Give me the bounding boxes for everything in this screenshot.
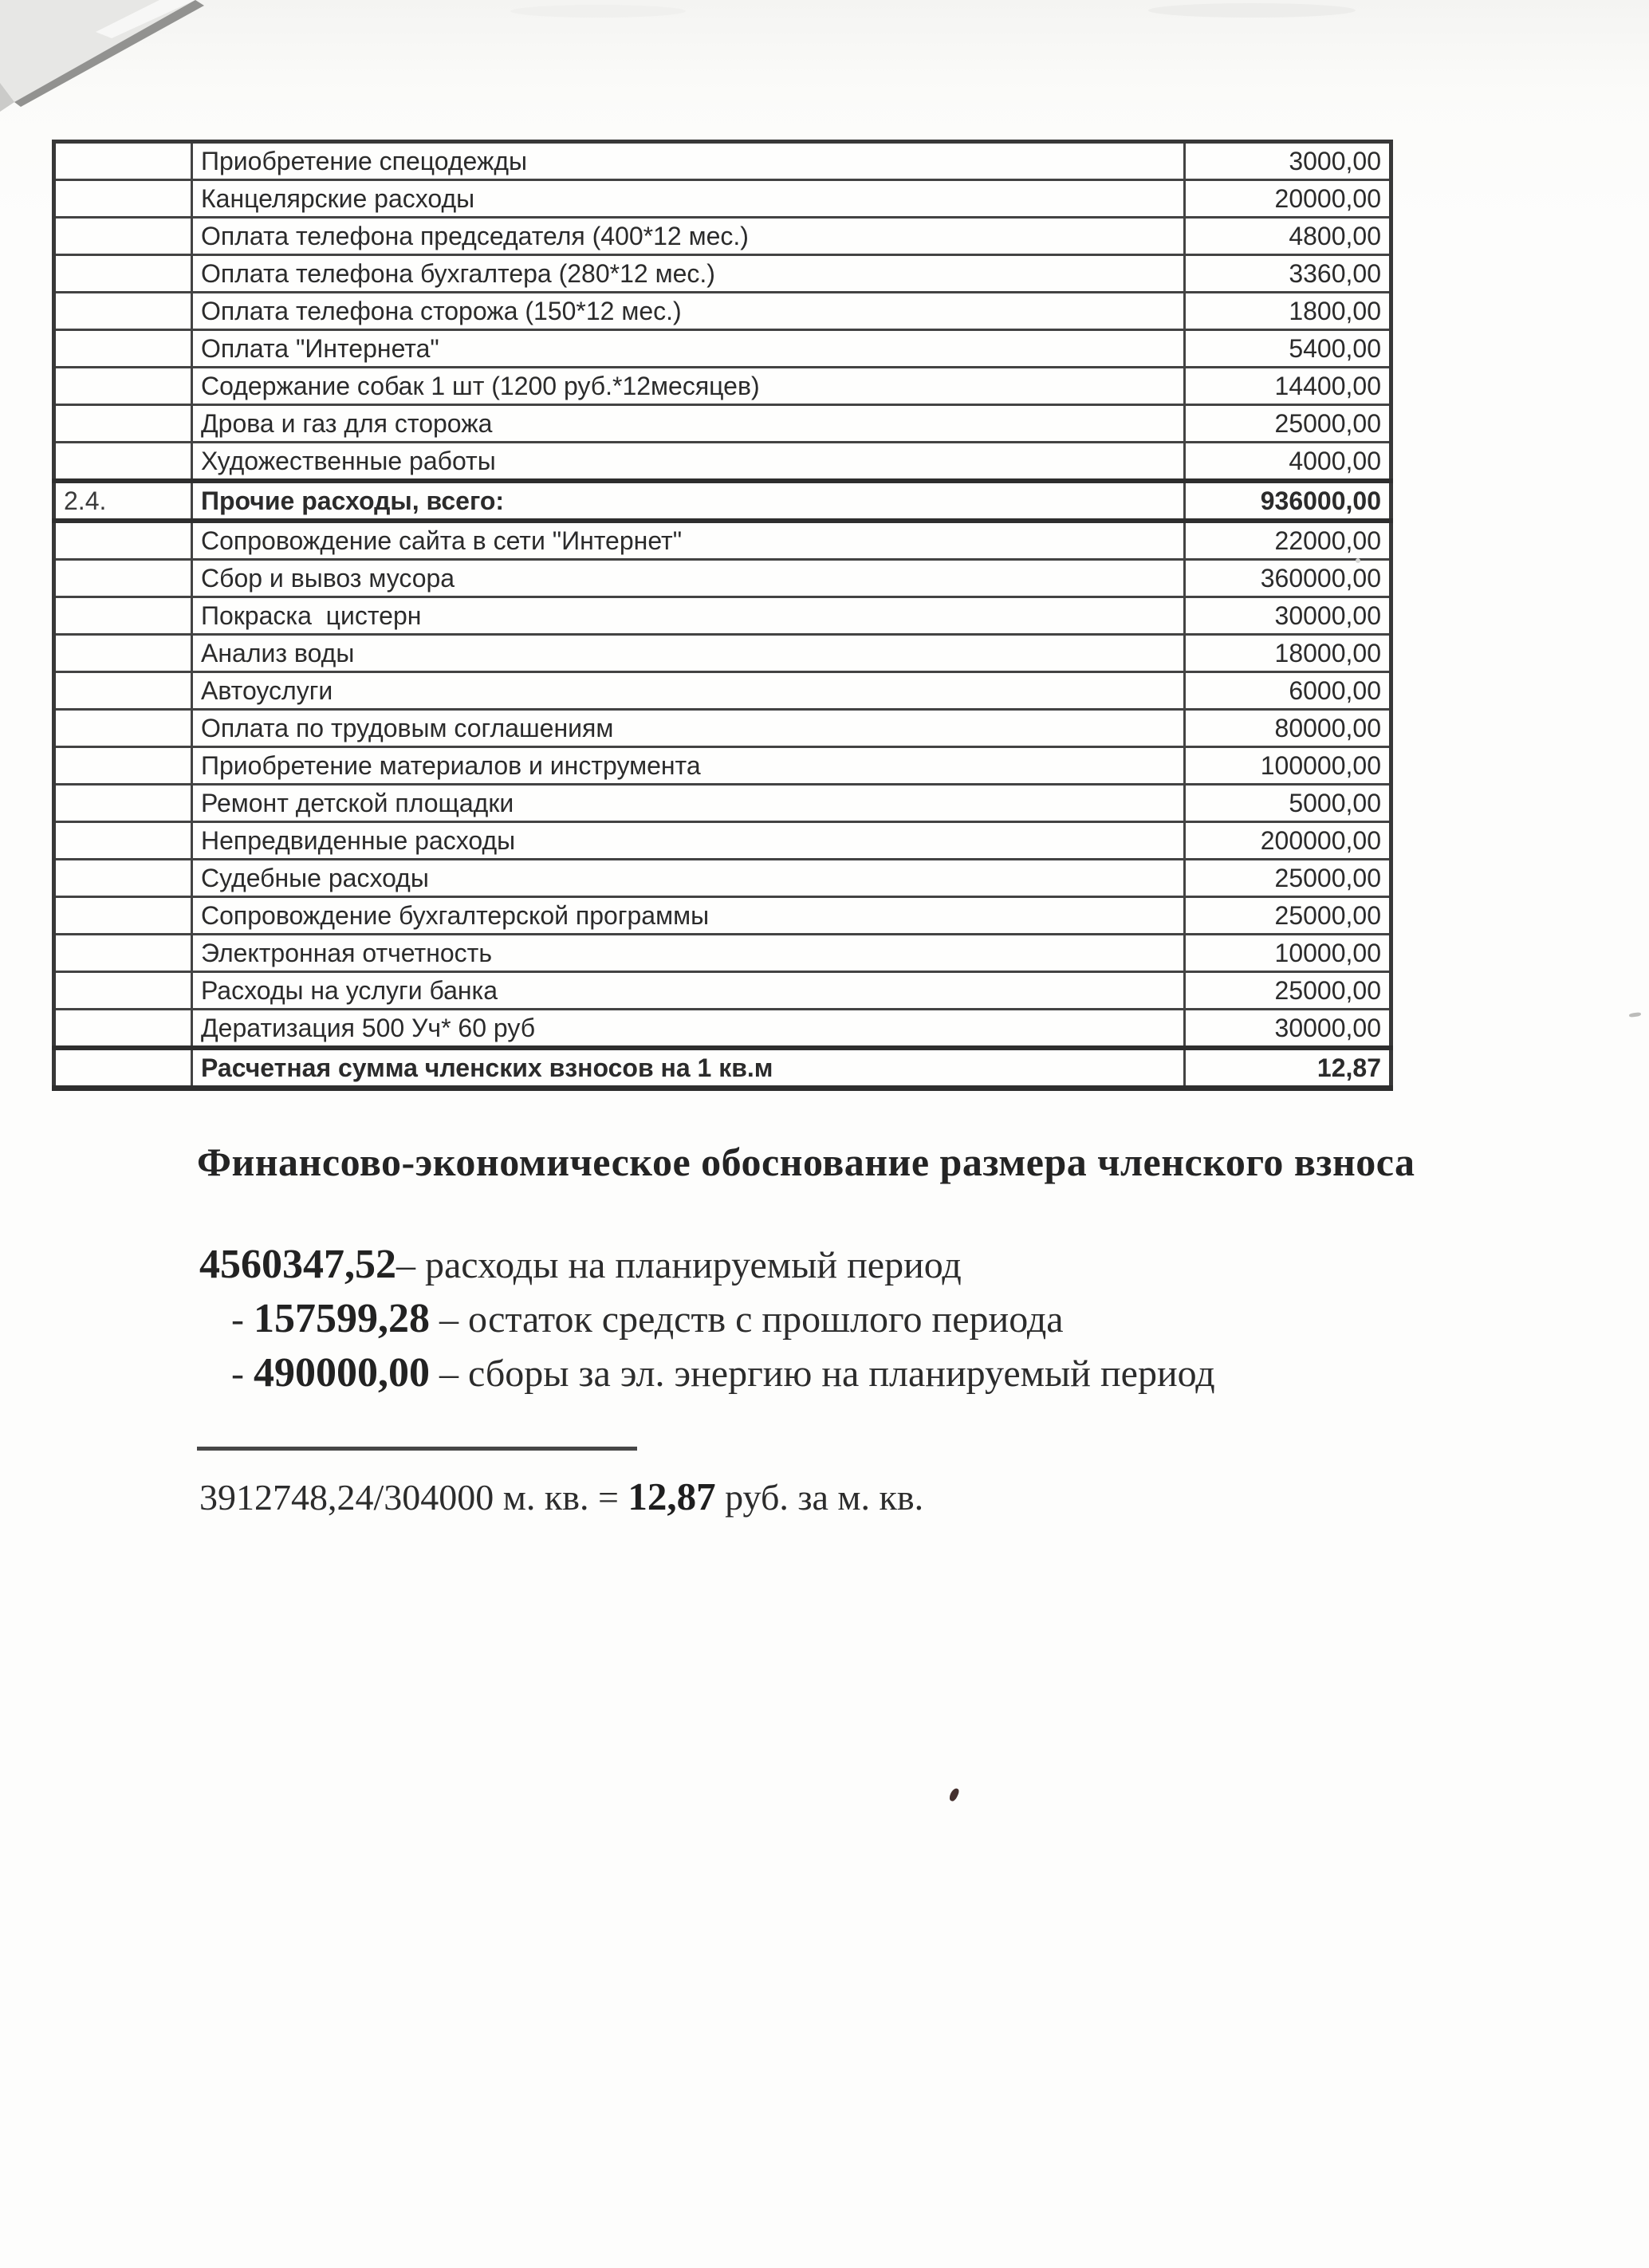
cell-label: Оплата телефона сторожа (150*12 мес.)	[192, 293, 1185, 330]
table-row	[54, 672, 1391, 710]
cell-num	[54, 180, 192, 218]
expense-table-body	[54, 142, 1391, 1089]
cell-num	[54, 142, 192, 180]
table-row	[54, 481, 1391, 521]
cell-value: 14400,00	[1185, 368, 1391, 405]
cell-label: Покраска цистерн	[192, 597, 1185, 635]
cell-label: Оплата телефона бухгалтера (280*12 мес.)	[192, 255, 1185, 293]
cell-num	[54, 1048, 192, 1089]
cell-label: Оплата телефона председателя (400*12 мес.)	[192, 218, 1185, 255]
cell-value: 20000,00	[1185, 180, 1391, 218]
formula-left: 3912748,24/304000 м. кв. =	[199, 1477, 628, 1518]
table-row	[54, 1048, 1391, 1089]
cell-value: 25000,00	[1185, 897, 1391, 935]
cell-num	[54, 597, 192, 635]
cell-label: Содержание собак 1 шт (1200 руб.*12месяцев)	[192, 368, 1185, 405]
scan-speck	[948, 1787, 960, 1802]
table-row	[54, 860, 1391, 897]
cell-num	[54, 935, 192, 972]
cell-value: 18000,00	[1185, 635, 1391, 672]
cell-num: 2.4.	[54, 481, 192, 521]
cell-num	[54, 635, 192, 672]
cell-num	[54, 1010, 192, 1049]
line-amount: 490000,00	[253, 1350, 430, 1396]
cell-num	[54, 672, 192, 710]
cell-num	[54, 255, 192, 293]
line-prefix: -	[231, 1353, 254, 1395]
cell-value: 5400,00	[1185, 330, 1391, 368]
cell-value: 360000,00	[1185, 560, 1391, 597]
table-row	[54, 747, 1391, 785]
cell-num	[54, 822, 192, 860]
cell-value: 5000,00	[1185, 785, 1391, 822]
cell-label: Дрова и газ для сторожа	[192, 405, 1185, 443]
cell-value: 25000,00	[1185, 860, 1391, 897]
table-row	[54, 785, 1391, 822]
table-row	[54, 330, 1391, 368]
calculation-line	[231, 1350, 1215, 1396]
line-description: – расходы на планируемый период	[396, 1244, 962, 1286]
formula-line	[199, 1474, 923, 1519]
cell-label: Автоуслуги	[192, 672, 1185, 710]
cell-label: Сопровождение сайта в сети "Интернет"	[192, 521, 1185, 560]
table-row	[54, 368, 1391, 405]
cell-label: Дератизация 500 Уч* 60 руб	[192, 1010, 1185, 1049]
cell-num	[54, 330, 192, 368]
table-row	[54, 935, 1391, 972]
cell-num	[54, 368, 192, 405]
sum-divider-line	[197, 1447, 637, 1451]
scan-smudge	[510, 5, 686, 18]
calculation-lines	[199, 1244, 1215, 1407]
table-row	[54, 142, 1391, 180]
cell-num	[54, 218, 192, 255]
formula-result: 12,87	[628, 1475, 716, 1518]
cell-label: Электронная отчетность	[192, 935, 1185, 972]
cell-value: 100000,00	[1185, 747, 1391, 785]
cell-label: Непредвиденные расходы	[192, 822, 1185, 860]
table-row	[54, 218, 1391, 255]
cell-num	[54, 860, 192, 897]
cell-value: 30000,00	[1185, 597, 1391, 635]
cell-num	[54, 972, 192, 1010]
table-row	[54, 710, 1391, 747]
cell-value: 30000,00	[1185, 1010, 1391, 1049]
table-row	[54, 405, 1391, 443]
cell-num	[54, 785, 192, 822]
cell-num	[54, 747, 192, 785]
table-row	[54, 597, 1391, 635]
cell-value: 3360,00	[1185, 255, 1391, 293]
scan-speck	[1356, 558, 1360, 563]
calculation-line	[199, 1244, 1215, 1286]
table-row	[54, 521, 1391, 560]
line-description: – остаток средств с прошлого периода	[429, 1298, 1064, 1341]
cell-label: Сбор и вывоз мусора	[192, 560, 1185, 597]
cell-value: 22000,00	[1185, 521, 1391, 560]
table-row	[54, 822, 1391, 860]
table-row	[54, 180, 1391, 218]
cell-num	[54, 405, 192, 443]
table-row	[54, 560, 1391, 597]
cell-value: 4000,00	[1185, 443, 1391, 482]
cell-num	[54, 897, 192, 935]
cell-num	[54, 521, 192, 560]
cell-label: Судебные расходы	[192, 860, 1185, 897]
cell-value: 1800,00	[1185, 293, 1391, 330]
table-row	[54, 972, 1391, 1010]
cell-label: Оплата "Интернета"	[192, 330, 1185, 368]
table-row	[54, 255, 1391, 293]
section-heading: Финансово-экономическое обоснование размера членского взноса	[197, 1140, 1415, 1184]
table-row	[54, 635, 1391, 672]
cell-num	[54, 443, 192, 482]
cell-num	[54, 560, 192, 597]
cell-value: 200000,00	[1185, 822, 1391, 860]
cell-value: 80000,00	[1185, 710, 1391, 747]
line-description: – сборы за эл. энергию на планируемый период	[429, 1353, 1215, 1395]
cell-label: Ремонт детской площадки	[192, 785, 1185, 822]
line-amount: 157599,28	[253, 1296, 430, 1341]
cell-value: 6000,00	[1185, 672, 1391, 710]
line-amount: 4560347,52	[199, 1242, 396, 1287]
line-prefix: -	[231, 1298, 254, 1341]
table-row	[54, 897, 1391, 935]
formula-right: руб. за м. кв.	[715, 1477, 924, 1518]
cell-label: Оплата по трудовым соглашениям	[192, 710, 1185, 747]
expense-table	[52, 140, 1393, 1091]
cell-num	[54, 710, 192, 747]
cell-label: Художественные работы	[192, 443, 1185, 482]
cell-label: Приобретение материалов и инструмента	[192, 747, 1185, 785]
cell-label: Канцелярские расходы	[192, 180, 1185, 218]
cell-label: Приобретение спецодежды	[192, 142, 1185, 180]
cell-value: 12,87	[1185, 1048, 1391, 1089]
cell-label: Прочие расходы, всего:	[192, 481, 1185, 521]
table-row	[54, 443, 1391, 482]
cell-label: Расходы на услуги банка	[192, 972, 1185, 1010]
table-row	[54, 1010, 1391, 1049]
cell-value: 4800,00	[1185, 218, 1391, 255]
cell-value: 25000,00	[1185, 972, 1391, 1010]
scan-smudge	[1148, 3, 1356, 18]
table-row	[54, 293, 1391, 330]
cell-label: Расчетная сумма членских взносов на 1 кв.м	[192, 1048, 1185, 1089]
cell-label: Анализ воды	[192, 635, 1185, 672]
calculation-line	[231, 1298, 1215, 1341]
cell-num	[54, 293, 192, 330]
cell-value: 25000,00	[1185, 405, 1391, 443]
cell-value: 936000,00	[1185, 481, 1391, 521]
cell-value: 3000,00	[1185, 142, 1391, 180]
scan-speck	[1629, 1012, 1642, 1018]
cell-value: 10000,00	[1185, 935, 1391, 972]
cell-label: Сопровождение бухгалтерской программы	[192, 897, 1185, 935]
